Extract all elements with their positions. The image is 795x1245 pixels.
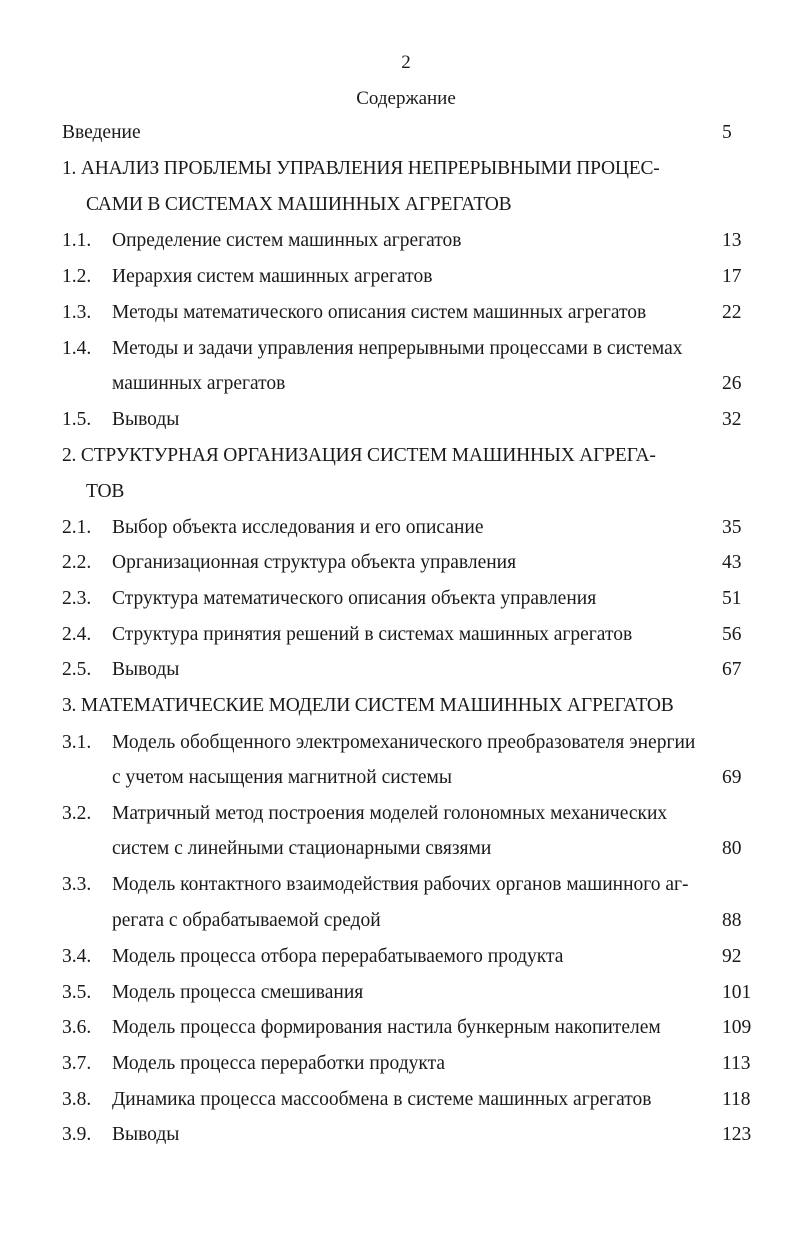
- toc-page-ref: 88: [722, 910, 742, 931]
- toc-entry-text: систем с линейными стационарными связями: [112, 838, 492, 859]
- toc-page-ref: 92: [722, 946, 742, 967]
- toc-entry-text: Модель процесса переработки продукта: [112, 1053, 446, 1074]
- toc-page-ref: 13: [722, 230, 742, 251]
- toc-entry-text: регата с обрабатываемой средой: [112, 910, 381, 931]
- toc-entry-3-5[interactable]: [0, 979, 795, 1007]
- toc-page-ref: 67: [722, 659, 742, 680]
- toc-entry-number: 2.2.: [62, 552, 92, 573]
- chapter-title-line: 2. СТРУКТУРНАЯ ОРГАНИЗАЦИЯ СИСТЕМ МАШИННЫХ АГРЕГА-: [62, 445, 656, 466]
- toc-entry-1-2[interactable]: [0, 263, 795, 291]
- page-title: Содержание: [356, 88, 456, 109]
- toc-entry-number: 1.1.: [62, 230, 92, 251]
- toc-entry-number: 3.4.: [62, 946, 92, 967]
- toc-entry-number: 1.2.: [62, 266, 92, 287]
- chapter-title-line: ТОВ: [86, 481, 125, 502]
- toc-entry-number: 2.4.: [62, 624, 92, 645]
- toc-page-ref: 17: [722, 266, 742, 287]
- toc-entry-3-7[interactable]: [0, 1050, 795, 1078]
- toc-entry-text: с учетом насыщения магнитной системы: [112, 767, 452, 788]
- toc-chapter-3-heading[interactable]: [0, 692, 795, 720]
- toc-entry-text: Методы математического описания систем машинных агрегатов: [112, 302, 647, 323]
- toc-entry-text: Выбор объекта исследования и его описание: [112, 517, 484, 538]
- toc-entry-text: Определение систем машинных агрегатов: [112, 230, 462, 251]
- toc-entry-number: 3.3.: [62, 874, 92, 895]
- toc-entry-number: 1.4.: [62, 338, 92, 359]
- page-number: 2: [401, 52, 411, 73]
- toc-entry-3-3-cont[interactable]: [0, 907, 795, 935]
- toc-page-ref: 101: [722, 982, 752, 1003]
- toc-entry-3-1[interactable]: [0, 729, 795, 757]
- toc-entry-3-3[interactable]: [0, 871, 795, 899]
- toc-page-ref: 56: [722, 624, 742, 645]
- toc-chapter-1-heading-cont[interactable]: [0, 191, 795, 219]
- toc-entry-3-1-cont[interactable]: [0, 764, 795, 792]
- toc-entry-1-1[interactable]: [0, 227, 795, 255]
- toc-page-ref: 69: [722, 767, 742, 788]
- toc-entry-text: Выводы: [112, 409, 180, 430]
- toc-entry-text: Иерархия систем машинных агрегатов: [112, 266, 433, 287]
- toc-entry-3-8[interactable]: [0, 1086, 795, 1114]
- chapter-title-line: САМИ В СИСТЕМАХ МАШИННЫХ АГРЕГАТОВ: [86, 194, 512, 215]
- toc-entry-text: Выводы: [112, 1124, 180, 1145]
- toc-entry-3-9[interactable]: [0, 1121, 795, 1149]
- toc-page-ref: 123: [722, 1124, 752, 1145]
- toc-entry-number: 2.1.: [62, 517, 92, 538]
- toc-chapter-2-heading-cont[interactable]: [0, 478, 795, 506]
- toc-entry-2-4[interactable]: [0, 621, 795, 649]
- toc-page-ref: 80: [722, 838, 742, 859]
- toc-entry-number: 2.3.: [62, 588, 92, 609]
- toc-entry-1-5[interactable]: [0, 406, 795, 434]
- toc-page-ref: 22: [722, 302, 742, 323]
- toc-entry-number: 1.5.: [62, 409, 92, 430]
- toc-entry-text: Модель процесса смешивания: [112, 982, 364, 1003]
- toc-entry-number: 1.3.: [62, 302, 92, 323]
- toc-entry-3-6[interactable]: [0, 1014, 795, 1042]
- toc-entry-number: 2.5.: [62, 659, 92, 680]
- toc-page-ref: 43: [722, 552, 742, 573]
- toc-entry-2-2[interactable]: [0, 549, 795, 577]
- toc-entry-text: Методы и задачи управления непрерывными процессами в системах: [112, 338, 683, 359]
- toc-page-ref: 113: [722, 1053, 751, 1074]
- toc-entry-text: Структура принятия решений в системах машинных агрегатов: [112, 624, 633, 645]
- toc-entry-3-2[interactable]: [0, 800, 795, 828]
- toc-entry-text: Модель процесса отбора перерабатываемого продукта: [112, 946, 564, 967]
- toc-page-ref: 5: [722, 122, 732, 143]
- toc-entry-2-1[interactable]: [0, 514, 795, 542]
- chapter-title-line: 3. МАТЕМАТИЧЕСКИЕ МОДЕЛИ СИСТЕМ МАШИННЫХ АГРЕГАТОВ: [62, 695, 674, 716]
- toc-entry-text: Организационная структура объекта управления: [112, 552, 517, 573]
- toc-entry-2-5[interactable]: [0, 656, 795, 684]
- toc-page-ref: 118: [722, 1089, 751, 1110]
- toc-page-ref: 109: [722, 1017, 752, 1038]
- toc-page-ref: 26: [722, 373, 742, 394]
- toc-entry-2-3[interactable]: [0, 585, 795, 613]
- toc-entry-number: 3.1.: [62, 732, 92, 753]
- toc-chapter-2-heading[interactable]: [0, 442, 795, 470]
- toc-entry-3-2-cont[interactable]: [0, 835, 795, 863]
- toc-entry-number: 3.2.: [62, 803, 92, 824]
- toc-entry-number: 3.8.: [62, 1089, 92, 1110]
- toc-entry-text: Модель обобщенного электромеханического преобразователя энергии: [112, 732, 696, 753]
- toc-page-ref: 51: [722, 588, 742, 609]
- toc-entry-number: 3.6.: [62, 1017, 92, 1038]
- toc-entry-1-4[interactable]: [0, 335, 795, 363]
- toc-entry-text: Структура математического описания объекта управления: [112, 588, 597, 609]
- toc-entry-text: Введение: [62, 122, 141, 143]
- toc-entry-text: Модель процесса формирования настила бункерным накопителем: [112, 1017, 661, 1038]
- toc-entry-number: 3.7.: [62, 1053, 92, 1074]
- toc-entry-number: 3.9.: [62, 1124, 92, 1145]
- toc-entry-text: Матричный метод построения моделей голономных механических: [112, 803, 668, 824]
- toc-entry-text: машинных агрегатов: [112, 373, 286, 394]
- toc-chapter-1-heading[interactable]: [0, 155, 795, 183]
- toc-page-ref: 32: [722, 409, 742, 430]
- toc-page-ref: 35: [722, 517, 742, 538]
- toc-entry-1-4-cont[interactable]: [0, 370, 795, 398]
- toc-entry-1-3[interactable]: [0, 299, 795, 327]
- toc-entry-3-4[interactable]: [0, 943, 795, 971]
- toc-entry-number: 3.5.: [62, 982, 92, 1003]
- chapter-title-line: 1. АНАЛИЗ ПРОБЛЕМЫ УПРАВЛЕНИЯ НЕПРЕРЫВНЫМИ ПРОЦЕС-: [62, 158, 660, 179]
- toc-entry-intro[interactable]: [0, 119, 795, 147]
- toc-entry-text: Модель контактного взаимодействия рабочих органов машинного аг-: [112, 874, 689, 895]
- toc-entry-text: Выводы: [112, 659, 180, 680]
- toc-entry-text: Динамика процесса массообмена в системе машинных агрегатов: [112, 1089, 652, 1110]
